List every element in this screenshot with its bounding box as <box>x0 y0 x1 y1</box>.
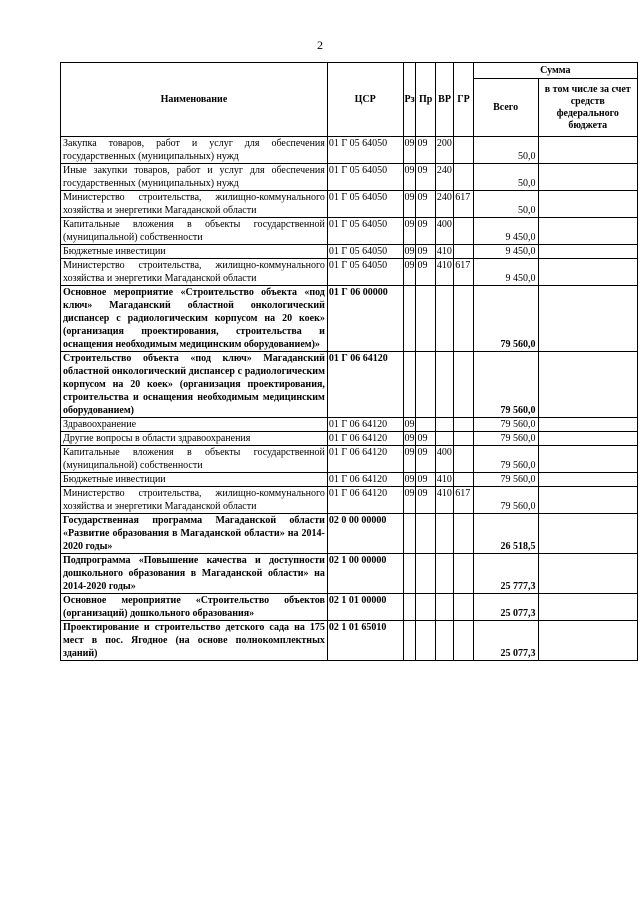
row-federal <box>538 259 637 286</box>
row-total: 79 560,0 <box>473 473 538 487</box>
row-vr <box>435 554 453 594</box>
row-gr <box>454 594 473 621</box>
row-csr: 02 1 01 65010 <box>327 621 403 661</box>
row-name: Бюджетные инвестиции <box>61 245 328 259</box>
row-name: Министерство строительства, жилищно-коммунального хозяйства и энергетики Магаданской области <box>61 487 328 514</box>
row-vr: 200 <box>435 137 453 164</box>
row-pr <box>416 554 435 594</box>
row-rz: 09 <box>403 137 416 164</box>
header-federal: в том числе за счет средств федерального бюджета <box>538 79 637 137</box>
row-federal <box>538 446 637 473</box>
row-vr: 410 <box>436 474 452 485</box>
row-total: 50,0 <box>473 191 538 218</box>
row-federal <box>538 245 637 259</box>
row-vr <box>435 514 453 554</box>
row-total: 9 450,0 <box>473 218 538 245</box>
row-total: 79 560,0 <box>473 352 538 418</box>
row-federal <box>538 432 637 446</box>
row-vr <box>435 594 453 621</box>
row-pr: 09 <box>416 446 435 473</box>
header-name: Наименование <box>61 63 328 137</box>
row-pr: 09 <box>416 191 435 218</box>
row-pr: 09 <box>416 245 435 259</box>
table-row <box>61 432 638 446</box>
row-federal <box>538 594 637 621</box>
row-rz: 09 <box>403 446 416 473</box>
row-gr: 617 <box>454 259 473 286</box>
row-rz: 09 <box>403 164 416 191</box>
row-pr <box>416 594 435 621</box>
row-gr <box>454 514 473 554</box>
table-row <box>61 191 638 218</box>
row-vr: 410 <box>435 259 453 286</box>
row-rz <box>403 514 416 554</box>
row-pr <box>416 352 435 418</box>
table-row <box>61 487 638 514</box>
row-gr <box>454 352 473 418</box>
row-rz: 09 <box>403 191 416 218</box>
header-rz: Рз <box>403 63 416 137</box>
row-total: 25 777,3 <box>473 554 538 594</box>
header-pr: Пр <box>416 63 435 137</box>
header-csr: ЦСР <box>327 63 403 137</box>
row-rz: 09 <box>404 246 415 257</box>
row-total: 9 450,0 <box>473 259 538 286</box>
row-gr <box>454 137 473 164</box>
row-name: Здравоохранение <box>61 418 328 432</box>
table-body <box>61 137 638 661</box>
header-gr: ГР <box>454 63 473 137</box>
row-rz <box>403 621 416 661</box>
row-gr <box>454 245 473 259</box>
table-row <box>61 473 638 487</box>
row-csr: 01 Г 06 64120 <box>327 487 403 514</box>
row-pr <box>416 286 435 352</box>
row-total: 26 518,5 <box>473 514 538 554</box>
row-federal <box>538 418 637 432</box>
row-csr: 01 Г 06 64120 <box>327 473 403 487</box>
row-rz: 09 <box>404 474 415 485</box>
row-rz: 09 <box>403 259 416 286</box>
row-csr: 02 1 01 00000 <box>327 594 403 621</box>
row-federal <box>538 218 637 245</box>
row-federal <box>538 286 637 352</box>
row-rz: 09 <box>403 487 416 514</box>
row-csr: 01 Г 05 64050 <box>327 137 403 164</box>
row-gr <box>454 432 473 446</box>
row-federal <box>538 514 637 554</box>
row-total: 79 560,0 <box>473 418 538 432</box>
row-federal <box>538 164 637 191</box>
row-name: Основное мероприятие «Строительство объекта «под ключ» Магаданский областной онкологический диспансер с радиологическим корпусом на 20 коек» (организация проектирования, строительства и оснащения необходимым медицинским оборудованием)» <box>61 286 328 352</box>
row-federal <box>538 621 637 661</box>
row-total: 9 450,0 <box>473 245 538 259</box>
row-total: 50,0 <box>473 137 538 164</box>
row-csr: 01 Г 05 64050 <box>327 245 403 259</box>
header-vr: ВР <box>435 63 453 137</box>
row-rz: 09 <box>404 433 415 444</box>
row-name: Государственная программа Магаданской области «Развитие образования в Магаданской области» на 2014-2020 годы» <box>61 514 328 554</box>
row-name: Капитальные вложения в объекты государственной (муниципальной) собственности <box>61 446 328 473</box>
row-gr: 617 <box>454 487 473 514</box>
row-csr: 01 Г 05 64050 <box>327 164 403 191</box>
row-name: Иные закупки товаров, работ и услуг для обеспечения государственных (муниципальных) нужд <box>61 164 328 191</box>
row-federal <box>538 191 637 218</box>
row-federal <box>538 473 637 487</box>
row-vr <box>435 286 453 352</box>
row-csr: 01 Г 06 64120 <box>327 432 403 446</box>
row-total: 25 077,3 <box>473 621 538 661</box>
row-total: 50,0 <box>473 164 538 191</box>
table-row <box>61 514 638 554</box>
row-csr: 01 Г 06 64120 <box>327 418 403 432</box>
row-pr <box>416 514 435 554</box>
table-row <box>61 245 638 259</box>
row-rz <box>403 594 416 621</box>
row-vr <box>435 432 453 446</box>
row-pr: 09 <box>416 137 435 164</box>
row-total: 79 560,0 <box>473 286 538 352</box>
row-name: Основное мероприятие «Строительство объектов (организаций) дошкольного образования» <box>61 594 328 621</box>
table-row <box>61 446 638 473</box>
table-row <box>61 164 638 191</box>
row-vr: 410 <box>436 246 452 257</box>
row-rz <box>403 286 416 352</box>
row-csr: 02 1 00 00000 <box>327 554 403 594</box>
row-pr <box>416 621 435 661</box>
row-pr <box>416 418 435 432</box>
table-row <box>61 218 638 245</box>
row-pr: 09 <box>416 473 435 487</box>
row-gr <box>454 218 473 245</box>
row-gr <box>454 286 473 352</box>
row-rz <box>403 554 416 594</box>
row-gr: 617 <box>454 191 473 218</box>
row-federal <box>538 554 637 594</box>
row-pr: 09 <box>416 487 435 514</box>
row-gr <box>454 418 473 432</box>
row-name: Строительство объекта «под ключ» Магаданский областной онкологический диспансер с радиологическим корпусом на 20 коек» (организация проектирования, строительства и оснащения необходимым медицинским оборудованием) <box>61 352 328 418</box>
header-sum: Сумма <box>473 63 637 79</box>
row-federal <box>538 137 637 164</box>
row-name: Капитальные вложения в объекты государственной (муниципальной) собственности <box>61 218 328 245</box>
budget-table <box>60 62 638 661</box>
row-csr: 02 0 00 00000 <box>327 514 403 554</box>
row-vr: 240 <box>435 191 453 218</box>
table-row <box>61 352 638 418</box>
row-gr <box>454 621 473 661</box>
row-federal <box>538 487 637 514</box>
row-name: Министерство строительства, жилищно-коммунального хозяйства и энергетики Магаданской области <box>61 191 328 218</box>
row-rz: 09 <box>404 419 415 430</box>
row-pr: 09 <box>416 432 435 446</box>
row-federal <box>538 352 637 418</box>
row-name: Бюджетные инвестиции <box>61 473 328 487</box>
row-name: Закупка товаров, работ и услуг для обеспечения государственных (муниципальных) нужд <box>61 137 328 164</box>
row-name: Другие вопросы в области здравоохранения <box>61 432 328 446</box>
table-row <box>61 137 638 164</box>
row-csr: 01 Г 06 64120 <box>327 446 403 473</box>
row-pr: 09 <box>416 218 435 245</box>
row-vr: 240 <box>435 164 453 191</box>
row-vr: 400 <box>435 218 453 245</box>
table-row <box>61 259 638 286</box>
row-rz: 09 <box>403 218 416 245</box>
row-name: Министерство строительства, жилищно-коммунального хозяйства и энергетики Магаданской области <box>61 259 328 286</box>
row-pr: 09 <box>416 164 435 191</box>
row-csr: 01 Г 06 00000 <box>327 286 403 352</box>
row-gr <box>454 473 473 487</box>
row-total: 79 560,0 <box>473 446 538 473</box>
row-vr <box>435 621 453 661</box>
table-row <box>61 418 638 432</box>
row-vr: 410 <box>435 487 453 514</box>
row-csr: 01 Г 05 64050 <box>327 218 403 245</box>
row-csr: 01 Г 05 64050 <box>327 191 403 218</box>
header-total: Всего <box>473 79 538 137</box>
row-csr: 01 Г 05 64050 <box>327 259 403 286</box>
row-total: 79 560,0 <box>473 487 538 514</box>
row-gr <box>454 554 473 594</box>
row-name: Проектирование и строительство детского сада на 175 мест в пос. Ягодное (на основе полнокомплектных зданий) <box>61 621 328 661</box>
row-csr: 01 Г 06 64120 <box>327 352 403 418</box>
row-pr: 09 <box>416 259 435 286</box>
row-gr <box>454 446 473 473</box>
table-row <box>61 594 638 621</box>
page-number: 2 <box>317 38 323 52</box>
row-rz <box>403 352 416 418</box>
row-gr <box>454 164 473 191</box>
table-row <box>61 286 638 352</box>
row-vr <box>435 418 453 432</box>
row-total: 25 077,3 <box>473 594 538 621</box>
row-vr: 400 <box>435 446 453 473</box>
row-name: Подпрограмма «Повышение качества и доступности дошкольного образования в Магаданской области» на 2014-2020 годы» <box>61 554 328 594</box>
row-total: 79 560,0 <box>473 432 538 446</box>
table-row <box>61 554 638 594</box>
table-row <box>61 621 638 661</box>
row-vr <box>435 352 453 418</box>
